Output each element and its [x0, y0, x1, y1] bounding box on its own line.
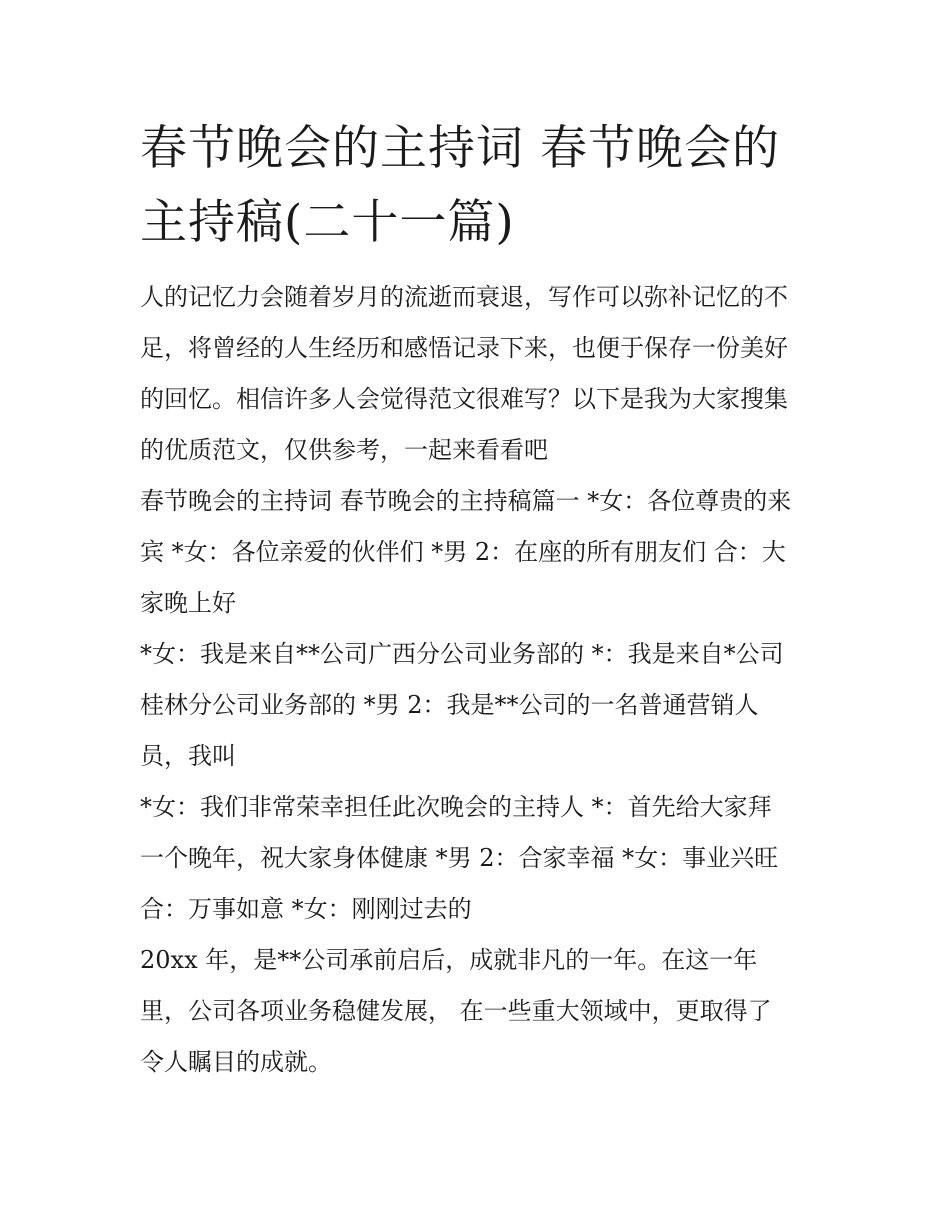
text-line: 春节晚会的主持词 春节晚会的主持稿篇一 *女：各位尊贵的来	[140, 487, 792, 515]
text-line: 20xx 年，是**公司承前启后，成就非凡的一年。在这一年	[140, 946, 758, 974]
text-line: 合：万事如意 *女：刚刚过去的	[140, 895, 472, 923]
title-line-1: 春节晚会的主持词 春节晚会的	[140, 121, 780, 176]
paragraph-introductions	[140, 629, 820, 782]
text-line: *女：我是来自**公司广西分公司业务部的 *：我是来自*公司	[140, 640, 784, 668]
text-line: 人的记忆力会随着岁月的流逝而衰退，写作可以弥补记忆的不	[140, 283, 788, 311]
paragraph-intro	[140, 272, 820, 476]
text-line: 家晚上好	[140, 589, 236, 617]
document-title	[140, 112, 820, 260]
paragraph-year-review	[140, 935, 820, 1088]
text-line: 宾 *女：各位亲爱的伙伴们 *男 2：在座的所有朋友们 合：大	[140, 538, 786, 566]
text-line: 的回忆。相信许多人会觉得范文很难写？以下是我为大家搜集	[140, 385, 788, 413]
paragraph-greetings	[140, 782, 820, 935]
paragraph-opening	[140, 476, 820, 629]
text-line: 里，公司各项业务稳健发展， 在一些重大领域中，更取得了	[140, 997, 772, 1025]
title-line-2: 主持稿(二十一篇)	[140, 195, 515, 250]
text-line: 足，将曾经的人生经历和感悟记录下来，也便于保存一份美好	[140, 334, 788, 362]
text-line: *女：我们非常荣幸担任此次晚会的主持人 *：首先给大家拜	[140, 793, 772, 821]
text-line: 一个晚年，祝大家身体健康 *男 2：合家幸福 *女：事业兴旺	[140, 844, 779, 872]
text-line: 桂林分公司业务部的 *男 2：我是**公司的一名普通营销人	[140, 691, 759, 719]
text-line: 的优质范文，仅供参考，一起来看看吧	[140, 436, 548, 464]
text-line: 员，我叫	[140, 742, 236, 770]
document-page	[140, 112, 820, 1088]
text-line: 令人瞩目的成就。	[140, 1048, 332, 1076]
